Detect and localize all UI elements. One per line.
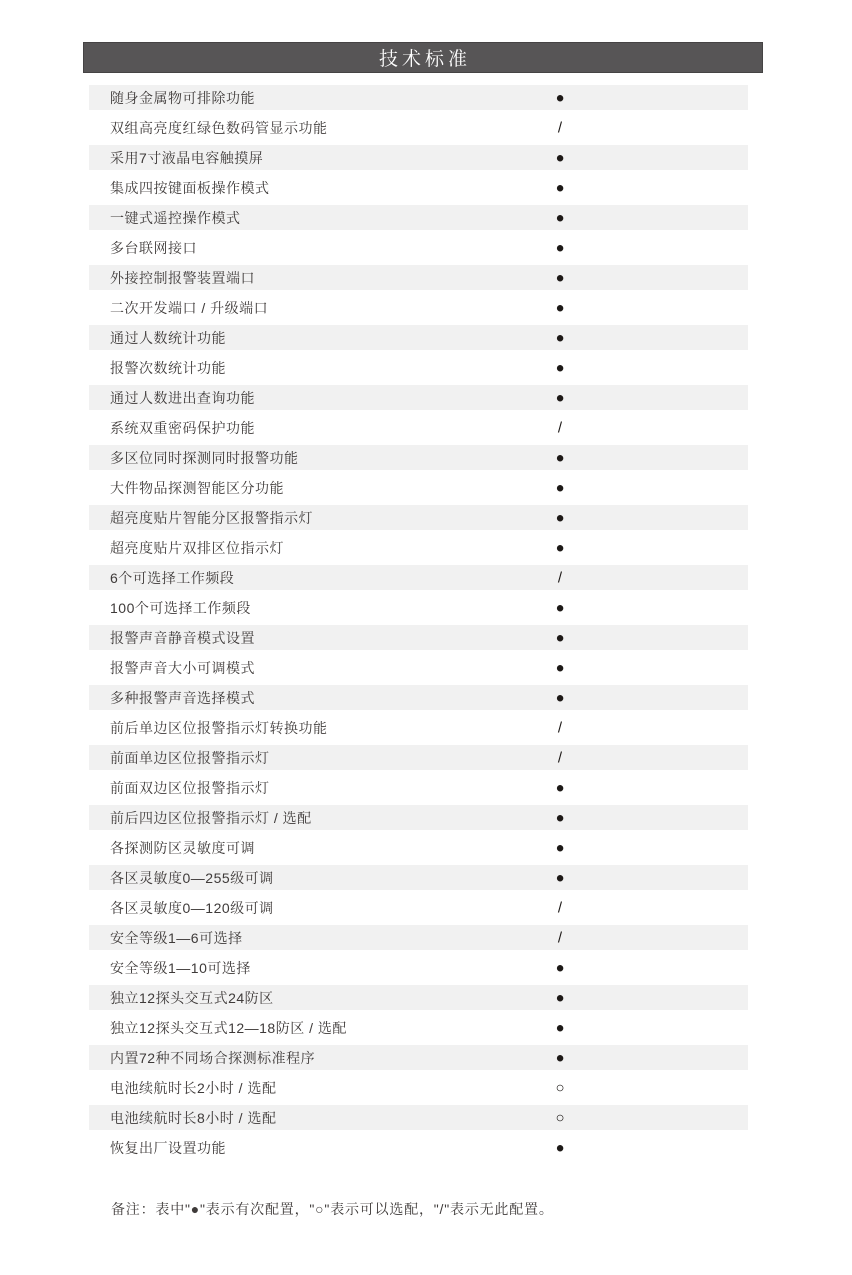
row-label: 6个可选择工作频段 — [110, 569, 235, 586]
row-label: 各区灵敏度0—120级可调 — [110, 900, 274, 916]
table-row — [89, 233, 748, 263]
status-symbol: ● — [555, 509, 565, 526]
status-symbol: ● — [555, 359, 565, 377]
status-symbol: ● — [555, 1019, 565, 1037]
table-row — [89, 653, 748, 683]
table-row — [89, 593, 748, 623]
status-symbol: / — [557, 119, 563, 137]
row-label: 独立12探头交互式12—18防区 / 选配 — [110, 1020, 347, 1036]
status-symbol: ● — [555, 1049, 565, 1066]
row-label: 通过人数统计功能 — [110, 329, 226, 346]
table-row — [89, 143, 748, 173]
table-row — [89, 1013, 748, 1043]
table-row — [89, 923, 748, 953]
row-label: 恢复出厂设置功能 — [110, 1140, 226, 1156]
table-row — [89, 323, 748, 353]
table-row — [89, 83, 748, 113]
status-symbol: ● — [555, 209, 565, 226]
legend-footnote: 备注：表中"●"表示有次配置，"○"表示可以选配，"/"表示无此配置。 — [111, 1201, 554, 1217]
row-label: 安全等级1—6可选择 — [110, 929, 243, 946]
table-row — [89, 533, 748, 563]
table-row — [89, 353, 748, 383]
status-symbol: ● — [555, 179, 565, 197]
row-label: 100个可选择工作频段 — [110, 600, 251, 616]
row-label: 独立12探头交互式24防区 — [110, 989, 274, 1006]
table-row — [89, 263, 748, 293]
status-symbol: ● — [555, 1139, 565, 1157]
status-symbol: ● — [555, 539, 565, 557]
status-symbol: ● — [555, 689, 565, 706]
row-label: 集成四按键面板操作模式 — [110, 180, 270, 196]
status-symbol: ● — [555, 599, 565, 617]
status-symbol: ● — [555, 389, 565, 406]
table-row — [89, 173, 748, 203]
table-row — [89, 503, 748, 533]
row-label: 前面双边区位报警指示灯 — [110, 780, 270, 796]
table-row — [89, 203, 748, 233]
row-label: 各探测防区灵敏度可调 — [110, 840, 255, 856]
status-symbol: ● — [555, 659, 565, 677]
table-row — [89, 743, 748, 773]
table-row — [89, 443, 748, 473]
table-row — [89, 1073, 748, 1103]
status-symbol: ● — [555, 959, 565, 977]
row-label: 报警声音静音模式设置 — [110, 629, 255, 646]
row-label: 多区位同时探测同时报警功能 — [110, 449, 299, 466]
row-label: 超亮度贴片智能分区报警指示灯 — [110, 509, 313, 526]
status-symbol: ● — [555, 839, 565, 857]
status-symbol: / — [557, 899, 563, 917]
table-row — [89, 563, 748, 593]
row-label: 外接控制报警装置端口 — [110, 269, 255, 286]
table-row — [89, 953, 748, 983]
table-row — [89, 983, 748, 1013]
table-row — [89, 623, 748, 653]
status-symbol: / — [557, 929, 563, 946]
status-symbol: / — [557, 719, 563, 737]
status-symbol: ● — [555, 809, 565, 826]
row-label: 通过人数进出查询功能 — [110, 389, 255, 406]
table-row — [89, 113, 748, 143]
table-row — [89, 473, 748, 503]
status-symbol: ● — [555, 149, 565, 166]
table-row — [89, 713, 748, 743]
row-label: 随身金属物可排除功能 — [110, 89, 255, 106]
table-row — [89, 1043, 748, 1073]
status-symbol: ● — [555, 269, 565, 286]
page-title: 技术标准 — [378, 49, 471, 70]
status-symbol: ○ — [555, 1079, 565, 1097]
table-row — [89, 803, 748, 833]
table-row — [89, 893, 748, 923]
row-label: 多台联网接口 — [110, 240, 197, 256]
row-label: 电池续航时长8小时 / 选配 — [110, 1109, 277, 1126]
table-row — [89, 683, 748, 713]
status-symbol: / — [557, 419, 563, 437]
table-row — [89, 773, 748, 803]
status-symbol: ● — [555, 449, 565, 466]
table-row — [89, 383, 748, 413]
row-label: 安全等级1—10可选择 — [110, 960, 251, 976]
status-symbol: ● — [555, 329, 565, 346]
table-row — [89, 413, 748, 443]
status-symbol: ● — [555, 779, 565, 797]
table-row — [89, 293, 748, 323]
status-symbol: ● — [555, 89, 565, 106]
status-symbol: ● — [555, 239, 565, 257]
row-label: 采用7寸液晶电容触摸屏 — [110, 149, 264, 166]
table-row — [89, 1133, 748, 1163]
row-label: 内置72种不同场合探测标准程序 — [110, 1049, 316, 1066]
row-label: 前后单边区位报警指示灯转换功能 — [110, 720, 328, 736]
row-label: 报警声音大小可调模式 — [110, 660, 255, 676]
row-label: 大件物品探测智能区分功能 — [110, 480, 284, 496]
row-label: 系统双重密码保护功能 — [110, 420, 255, 436]
row-label: 超亮度贴片双排区位指示灯 — [110, 540, 284, 556]
spec-table — [89, 83, 748, 1163]
row-label: 多种报警声音选择模式 — [110, 689, 255, 706]
status-symbol: / — [557, 749, 563, 766]
row-label: 一键式遥控操作模式 — [110, 209, 241, 226]
table-row — [89, 863, 748, 893]
row-label: 电池续航时长2小时 / 选配 — [110, 1080, 277, 1096]
status-symbol: ● — [555, 479, 565, 497]
table-row — [89, 1103, 748, 1133]
row-label: 前后四边区位报警指示灯 / 选配 — [110, 809, 312, 826]
row-label: 前面单边区位报警指示灯 — [110, 749, 270, 766]
table-row — [89, 833, 748, 863]
table-header-bar — [83, 42, 763, 73]
status-symbol: ○ — [555, 1109, 565, 1126]
status-symbol: ● — [555, 299, 565, 317]
row-label: 各区灵敏度0—255级可调 — [110, 869, 274, 886]
status-symbol: ● — [555, 989, 565, 1006]
row-label: 报警次数统计功能 — [110, 360, 226, 376]
row-label: 双组高亮度红绿色数码管显示功能 — [110, 120, 328, 136]
status-symbol: / — [557, 569, 563, 586]
status-symbol: ● — [555, 869, 565, 886]
row-label: 二次开发端口 / 升级端口 — [110, 300, 269, 316]
status-symbol: ● — [555, 629, 565, 646]
